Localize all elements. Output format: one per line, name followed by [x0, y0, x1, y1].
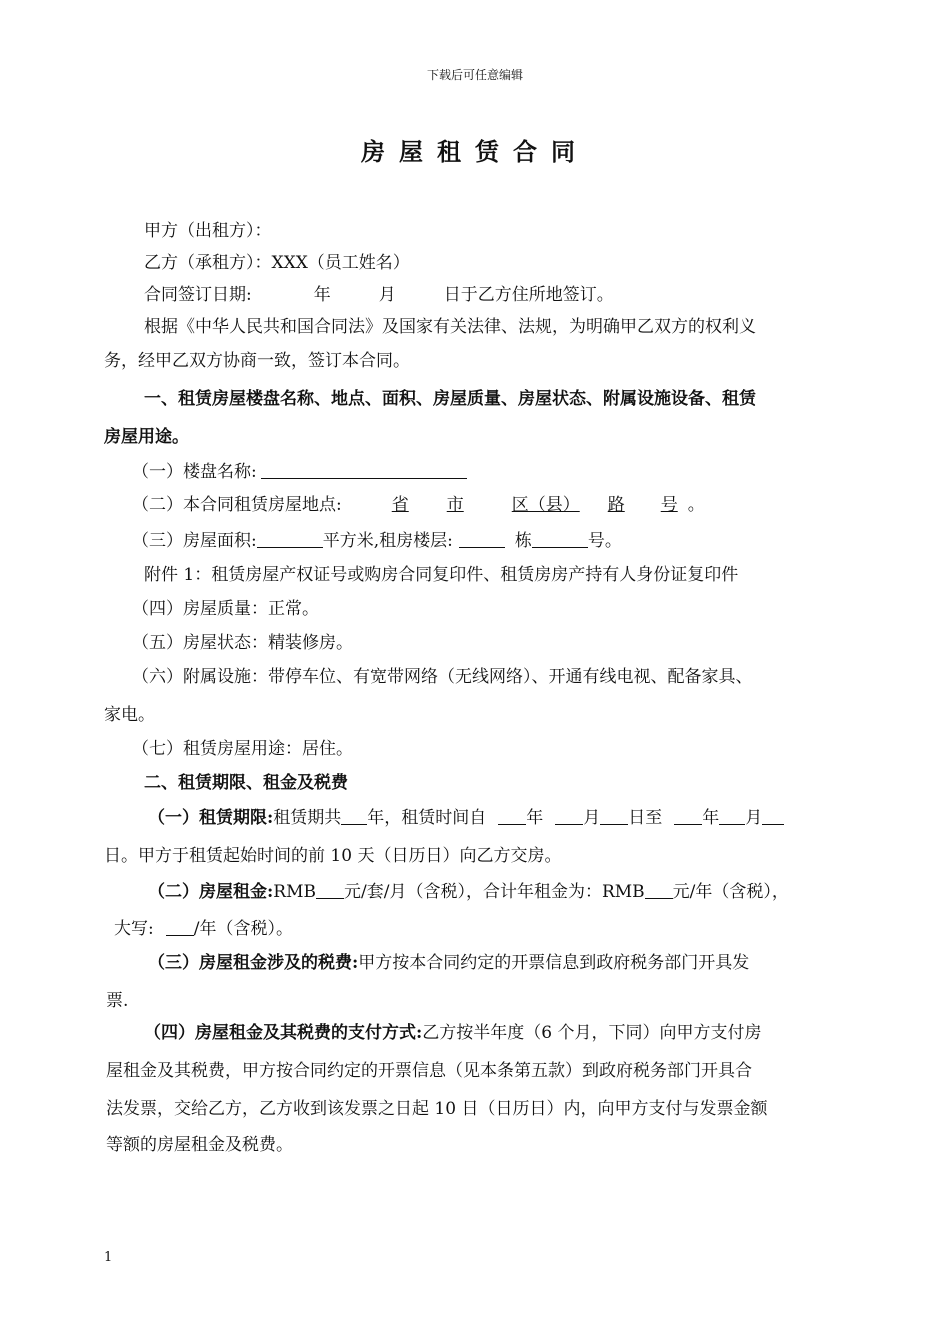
page-number: 1	[104, 1250, 113, 1265]
s1-item3-label: （三）房屋面积:	[132, 531, 257, 551]
blank-line	[498, 806, 526, 825]
s2-item1	[148, 806, 784, 829]
addr-hao: 号	[660, 495, 678, 515]
blank-line	[316, 880, 344, 899]
s2-item1-label: （一）租赁期限:	[148, 808, 274, 828]
s1-item3-hao: 号。	[587, 531, 622, 551]
sign-date-rest: 日于乙方住所地签订。	[443, 285, 614, 305]
s2-item2-continued	[114, 917, 293, 940]
s2-item2-t1: RMB	[273, 882, 316, 902]
s2-item2	[148, 880, 789, 903]
blank-line	[645, 880, 673, 899]
addr-end: 。	[687, 495, 705, 515]
s2-item1-t7: 月	[745, 808, 763, 828]
s2-item3-continued: 票.	[106, 991, 129, 1011]
sign-date-label: 合同签订日期:	[144, 285, 252, 305]
sign-date	[144, 284, 614, 306]
s2-item1-t1: 租赁期共	[273, 808, 342, 828]
intro-line-1: 根据《中华人民共和国合同法》及国家有关法律、法规，为明确甲乙双方的权利义	[144, 317, 756, 337]
s2-item1-t4: 月	[583, 808, 601, 828]
addr-lu: 路	[607, 495, 625, 515]
blank-line	[459, 529, 505, 548]
s2-item1-continued: 日。甲方于租赁起始时间的前 10 天（日历日）向乙方交房。	[104, 846, 562, 866]
blank-line	[719, 806, 745, 825]
sign-date-year: 年	[313, 285, 331, 305]
s2-item1-t2: 年，租赁时间自	[367, 808, 487, 828]
s2-item1-t5: 日至	[628, 808, 663, 828]
s1-item2-address	[342, 495, 678, 515]
s1-item1	[132, 460, 467, 483]
s2-item2-t3: 元/年（含税），	[672, 882, 789, 902]
blank-line	[762, 806, 784, 825]
blank-line	[555, 806, 583, 825]
blank-line	[257, 529, 323, 548]
blank-line	[674, 806, 702, 825]
s2-item4-line-2: 屋租金及其税费，甲方按合同约定的开票信息（见本条第五款）到政府税务部门开具合	[106, 1061, 752, 1081]
blank-line	[532, 529, 588, 548]
s1-item3-unit: 平方米,租房楼层:	[322, 531, 453, 551]
party-a: 甲方（出租方）：	[144, 221, 272, 241]
s2-item3-text: 甲方按本合同约定的开票信息到政府税务部门开具发	[358, 953, 750, 973]
s2-item1-t6: 年	[702, 808, 720, 828]
s2-item4-line-3: 法发票，交给乙方，乙方收到该发票之日起 10 日（日历日）内，向甲方支付与发票金额	[106, 1099, 768, 1119]
s1-item1-label: （一）楼盘名称:	[132, 462, 257, 482]
s2-item4-text: 乙方按半年度（6 个月，下同）向甲方支付房	[422, 1023, 762, 1043]
s2-item4-line-4: 等额的房屋租金及税费。	[106, 1135, 293, 1155]
s2-item2-label: （二）房屋租金:	[148, 882, 274, 902]
s1-item6-line-1: （六）附属设施：带停车位、有宽带网络（无线网络）、开通有线电视、配备家具、	[132, 667, 753, 687]
party-b: 乙方（承租方）：XXX（员工姓名）	[144, 253, 410, 273]
s1-item4: （四）房屋质量：正常。	[132, 599, 319, 619]
blank-line	[166, 917, 194, 936]
s1-item7: （七）租赁房屋用途：居住。	[132, 739, 353, 759]
s1-item5: （五）房屋状态：精装修房。	[132, 633, 353, 653]
blank-line	[341, 806, 367, 825]
blank-line	[600, 806, 628, 825]
s1-item2	[132, 494, 705, 516]
s1-item3	[132, 529, 622, 552]
s1-item6-line-2: 家电。	[104, 705, 155, 725]
addr-sheng: 省	[391, 495, 409, 515]
s2-item4-label: （四）房屋租金及其税费的支付方式:	[144, 1023, 423, 1043]
addr-qu: 区（县）	[511, 495, 580, 515]
section1-title-1: 一、租赁房屋楼盘名称、地点、面积、房屋质量、房屋状态、附属设施设备、租赁	[144, 389, 756, 409]
section2-title: 二、租赁期限、租金及税费	[144, 773, 348, 793]
sign-date-month: 月	[378, 285, 396, 305]
s2-item4	[144, 1022, 762, 1044]
s2-item3-label: （三）房屋租金涉及的税费:	[148, 953, 359, 973]
attachment: 附件 1：租赁房屋产权证号或购房合同复印件、租赁房房产持有人身份证复印件	[144, 565, 739, 585]
s1-item2-label: （二）本合同租赁房屋地点:	[132, 495, 342, 515]
s2-item2-per-year: /年（含税）。	[193, 919, 293, 939]
blank-line	[261, 460, 467, 479]
s2-item1-t3: 年	[526, 808, 544, 828]
header-note: 下载后可任意编辑	[426, 68, 523, 82]
section1-title-2: 房屋用途。	[104, 427, 189, 447]
s1-item3-dong: 栋	[514, 531, 532, 551]
s2-item3	[148, 952, 749, 974]
document-title: 房屋租赁合同	[361, 137, 589, 166]
s2-item2-daxie: 大写:	[114, 919, 154, 939]
s2-item2-t2: 元/套/月（含税），合计年租金为：RMB	[343, 882, 645, 902]
addr-shi: 市	[446, 495, 464, 515]
intro-line-2: 务，经甲乙双方协商一致，签订本合同。	[104, 351, 410, 371]
